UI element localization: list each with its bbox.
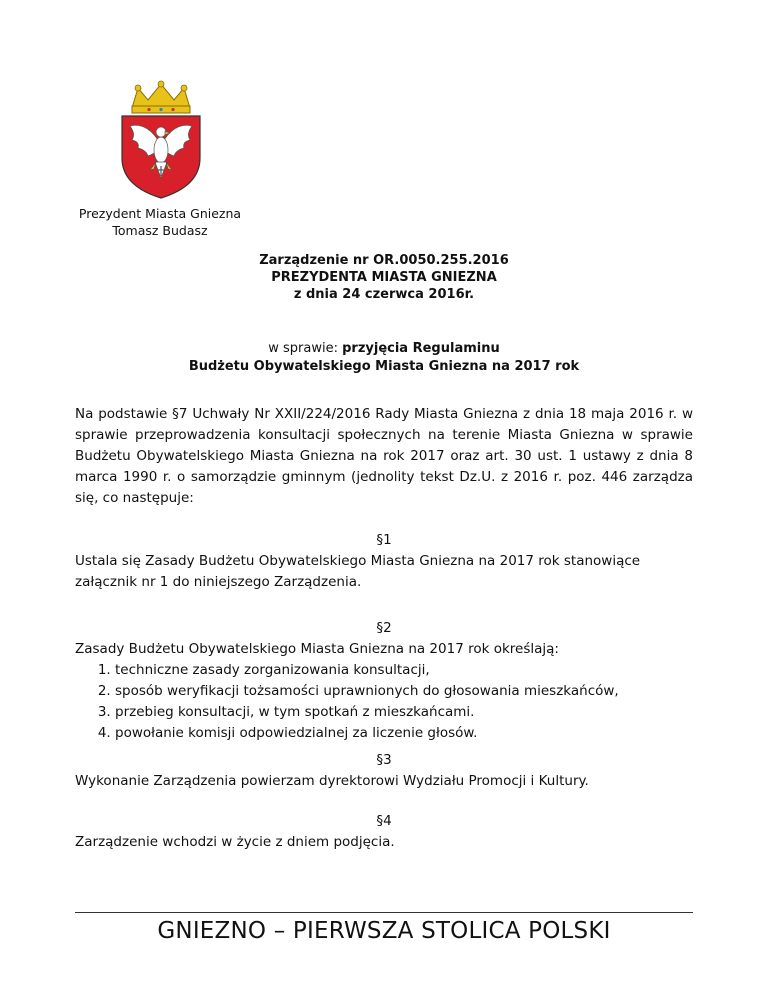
list-item: 2. sposób weryfikacji tożsamości uprawnionych do głosowania mieszkańców,	[115, 681, 693, 702]
crown-icon	[132, 81, 190, 113]
section-2-text: Zasady Budżetu Obywatelskiego Miasta Gniezna na 2017 rok określają:	[75, 641, 559, 657]
section-1	[75, 530, 693, 593]
subject-prefix: w sprawie:	[268, 341, 343, 356]
title-line-3: z dnia 24 czerwca 2016r.	[293, 287, 475, 302]
preamble-paragraph: Na podstawie §7 Uchwały Nr XXII/224/2016 Rady Miasta Gniezna z dnia 18 maja 2016 r. w sprawie przeprowadzenia konsultacji społecznych na terenie Miasta Gniezna w sprawie Budżetu Obywatelskiego Miasta Gniezna na rok 2017 oraz art. 30 ust. 1 ustawy z dnia 8 marca 1990 r. o samorządzie gminnym (jednolity tekst Dz.U. z 2016 r. poz. 446 zarządza się, co następuje:	[75, 406, 693, 506]
title-line-2: PREZYDENTA MIASTA GNIEZNA	[271, 270, 497, 285]
section-2	[75, 618, 693, 744]
section-4-text: Zarządzenie wchodzi w życie z dniem podjęcia.	[75, 834, 395, 850]
document-title	[0, 252, 768, 303]
issuer-office: Prezydent Miasta Gniezna	[78, 206, 242, 221]
section-4-title: §4	[376, 813, 392, 829]
section-3	[75, 750, 693, 792]
list-item: 4. powołanie komisji odpowiedzialnej za liczenie głosów.	[115, 723, 693, 744]
footer-motto: GNIEZNO – PIERWSZA STOLICA POLSKI	[157, 918, 611, 944]
subject-bold-2: Budżetu Obywatelskiego Miasta Gniezna na 2017 rok	[188, 359, 580, 374]
subject-bold-1: przyjęcia Regulaminu	[342, 341, 500, 356]
issuer-name: Tomasz Budasz	[112, 223, 208, 238]
section-1-title: §1	[376, 532, 392, 548]
document-subject	[0, 340, 768, 376]
section-3-title: §3	[376, 752, 392, 768]
list-item: 3. przebieg konsultacji, w tym spotkań z mieszkańcami.	[115, 702, 693, 723]
issuer-block	[60, 205, 260, 239]
title-line-1: Zarządzenie nr OR.0050.255.2016	[259, 253, 509, 268]
section-4	[75, 811, 693, 853]
footer-divider	[75, 912, 693, 913]
section-3-text: Wykonanie Zarządzenia powierzam dyrektorowi Wydziału Promocji i Kultury.	[75, 773, 589, 789]
list-item: 1. techniczne zasady zorganizowania konsultacji,	[115, 660, 693, 681]
coat-of-arms-icon	[108, 78, 214, 200]
section-2-list	[75, 660, 693, 744]
section-1-text: Ustala się Zasady Budżetu Obywatelskiego Miasta Gniezna na 2017 rok stanowiące załącznik nr 1 do niniejszego Zarządzenia.	[75, 553, 641, 590]
section-2-title: §2	[376, 620, 392, 636]
